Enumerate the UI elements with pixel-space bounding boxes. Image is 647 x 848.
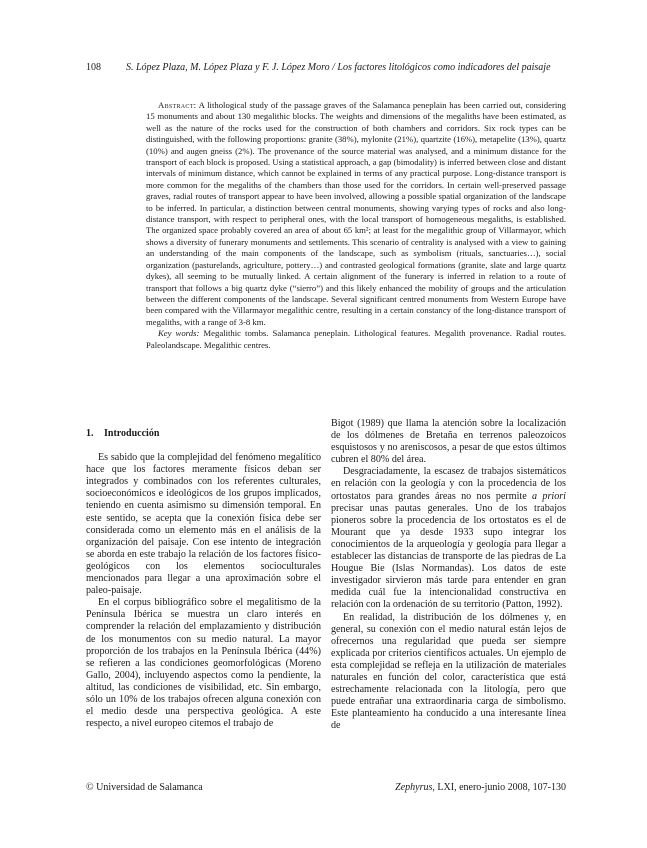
abstract <box>146 100 566 351</box>
copyright: © Universidad de Salamanca <box>86 782 203 793</box>
paragraph: En el corpus bibliográfico sobre el megalitismo de la Península Ibérica se muestra un claro interés en comprender la relación del emplazamiento y distribución de los monumentos con su medio natural. La mayor proporción de los trabajos en la Península Ibérica (44%) se refieren a las condiciones geomorfológicas (Moreno Gallo, 2004), incluyendo aspectos como la pendiente, la altitud, las condiciones de visibilidad, etc. Sin embargo, sólo un 10% de los trabajos ofrecen alguna conexión con el medio desde una perspectiva geológica. A este respecto, a nivel europeo citemos el trabajo de <box>86 597 321 730</box>
running-title: S. López Plaza, M. López Plaza y F. J. López Moro / Los factores litológicos como indicadores del paisaje <box>126 62 551 73</box>
paragraph-text: precisar unas pautas generales. Uno de los trabajos pioneros sobre la procedencia de los ortostatos es el de Mourant que ya desde 1933 supo integrar los conocimientos de la arqueología y geología para llegar a establecer las distancias de transporte de las piedras de La Hougue Bie (Islas Normandas). Los datos de este investigador sirvieron más tarde para entender en gran medida cuál fue la intencionalidad constructiva en relación con la ordenación de su territorio (Patton, 1992). <box>331 502 566 611</box>
journal-name: Zephyrus, <box>395 782 435 793</box>
keywords-text: Megalithic tombs. Salamanca peneplain. Lithological features. Megalith provenance. Radial routes. Paleolandscape. Megalithic centres. <box>146 328 567 350</box>
keywords-paragraph <box>146 328 566 351</box>
running-head <box>86 62 566 73</box>
abstract-text: A lithological study of the passage graves of the Salamanca peneplain has been carried out, considering 15 monuments and about 130 megalithic blocks. The weights and dimensions of the megaliths have been estimated, as well as the nature of the rocks used for the construction of both chambers and corridors. Six rock types can be distinguished, with the following proportions: granite (38%), mylonite (21%), quartzite (16%), metapelite (13%), quartz (10%) and augen gneiss (2%). The provenance of the source material was analysed, and a minimum distance for the transport of each block is proposed. Using a statistical approach, a gap (bimodality) is inferred between close and distant intervals of minimum distance, which cannot be explained in terms of any practical purpose. Long-distance transport is more common for the megaliths of the chambers than those used for the corridors. In certain well-preserved passage graves, radial routes of transport appear to have been involved, allowing a possible spatial organization of the landscape to be inferred. In particular, a distinction between central monuments, showing varying types of rocks and also long-distance transport, with respect to peripheral ones, with the local transport of homogeneous megaliths, is established. The organized space probably covered an area of about 65 km²; at least for the megalithic group of Villarmayor, which shows a diversity of funerary monuments and settlements. This scenario of centrality is analysed with a view to gaining an understanding of the main components of the landscape, such as symbolism (rituals, sanctuaries…), social organization (pasturelands, agriculture, pottery…) and contrasted geological formations (granite, slate and large quartz dykes), all seeming to be mutually linked. A certain alignment of the funerary is inferred in relation to a route of transport that follows a big quartz dyke (“sierro”) and this likely enhanced the mobility of groups and the articulation between the different components of the landscape. Several significant centred monuments from Western Europe have been compared with the Villarmayor megalithic centre, resulting in a certain constancy of the long-distance transport of megaliths, with a range of 3-8 km. <box>146 100 566 327</box>
paragraph <box>331 466 566 611</box>
page-number: 108 <box>86 62 101 73</box>
keywords-label: Key words: <box>158 328 200 339</box>
italic-phrase: a priori <box>532 490 566 502</box>
paragraph: En realidad, la distribución de los dólmenes y, en general, su conexión con el medio natural están lejos de ofrecernos una regularidad que pueda ser siempre explicada por criterios científicos actuales. Un ejemplo de esta complejidad se refleja en la utilización de materiales naturales en función del color, característica que está estrechamente relacionada con la litología, pero que puede entrañar una extraordinaria carga de simbolismo. Este planteamiento ha conducido a una interesante línea de <box>331 611 566 732</box>
paragraph-text: Desgraciadamente, la escasez de trabajos sistemáticos en relación con la geología y con la procedencia de los ortostatos para grandes áreas no nos permite <box>331 466 566 502</box>
section-title: Introducción <box>104 428 160 439</box>
journal-citation <box>395 782 566 793</box>
abstract-paragraph <box>146 100 566 328</box>
abstract-label: Abstract: <box>158 100 197 110</box>
section-number: 1. <box>86 428 94 439</box>
citation-details: LXI, enero-junio 2008, 107-130 <box>437 782 566 793</box>
left-column <box>86 418 321 732</box>
paragraph: Bigot (1989) que llama la atención sobre la localización de los dólmenes de Bretaña en terrenos paleozoicos esquistosos y no areniscosos, a pesar de que estos últimos cubren el 80% del área. <box>331 418 566 466</box>
paragraph: Es sabido que la complejidad del fenómeno megalítico hace que los factores meramente físicos deban ser integrados y combinados con los referentes culturales, socioeconómicos e ideológicos de los grupos implicados, teniendo en cuenta asimismo su dimensión temporal. En este sentido, se acepta que la conexión física debe ser considerada como un elemento más en el análisis de la organización del paisaje. Con ese intento de integración se aborda en este trabajo la relación de los factores físico-geológicos con los elementos socioculturales mencionados para llegar a una aproximación sobre el paleo-paisaje. <box>86 452 321 597</box>
page-footer <box>86 782 566 793</box>
right-column <box>331 418 566 732</box>
body-columns <box>86 418 566 732</box>
section-heading <box>86 428 321 440</box>
